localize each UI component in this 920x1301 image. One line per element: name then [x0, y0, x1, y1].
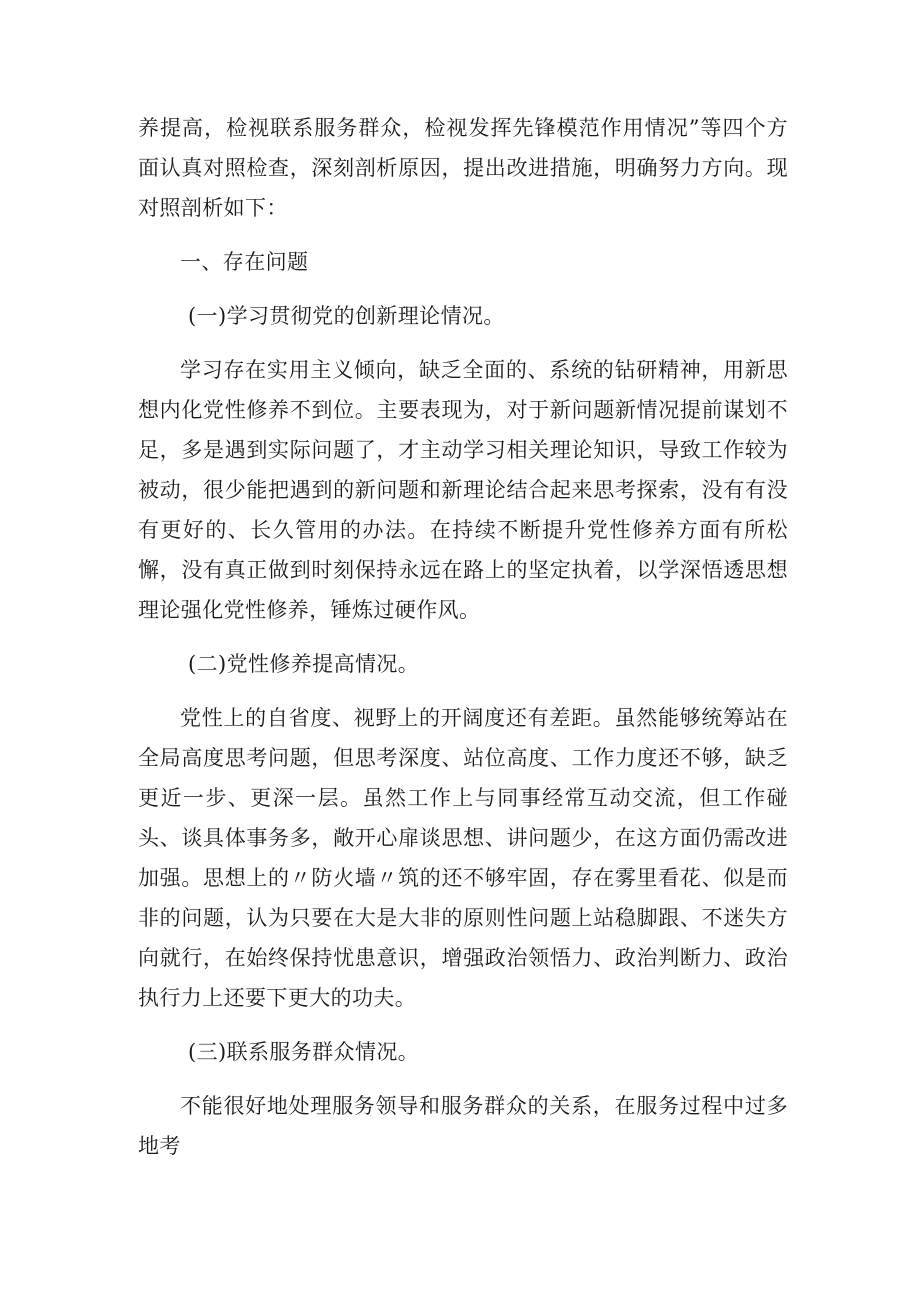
spacer [138, 684, 788, 698]
subsection-heading-serving-masses: (三)联系服务群众情况。 [188, 1040, 420, 1064]
section-heading-existing-problems: 一、存在问题 [180, 250, 309, 274]
subsection-heading-theory-study: (一)学习贯彻党的创新理论情况。 [188, 304, 505, 328]
spacer [138, 282, 788, 296]
spacer [138, 630, 788, 644]
spacer [138, 1018, 788, 1032]
document-body [138, 108, 788, 1166]
spacer [138, 228, 788, 242]
subsection-body-serving-masses: 不能很好地处理服务领导和服务群众的关系，在服务过程中过多地考 [138, 1094, 788, 1158]
subsection-body-theory-study: 学习存在实用主义倾向，缺乏全面的、系统的钻研精神，用新思想内化党性修养不到位。主要表现为，对于新问题新情况提前谋划不足，多是遇到实际问题了，才主动学习相关理论知识，导致工作较为被动，很少能把遇到的新问题和新理论结合起来思考探索，没有有没有更好的、长久管用的办法。在持续不断提升党性修养方面有所松懈，没有真正做到时刻保持永远在路上的坚定执着，以学深悟透思想理论强化党性修养，锤炼过硬作风。 [138, 358, 788, 622]
subsection-body-party-spirit: 党性上的自省度、视野上的开阔度还有差距。虽然能够统筹站在全局高度思考问题，但思考深度、站位高度、工作力度还不够，缺乏更近一步、更深一层。虽然工作上与同事经常互动交流，但工作碰头、谈具体事务多，敞开心扉谈思想、讲问题少，在这方面仍需改进加强。思想上的〃防火墙〃筑的还不够牢固，存在雾里看花、似是而非的问题，认为只要在大是大非的原则性问题上站稳脚跟、不迷失方向就行，在始终保持忧患意识，增强政治领悟力、政治判断力、政治执行力上还要下更大的功夫。 [138, 706, 788, 1010]
subsection-heading-party-spirit: (二)党性修养提高情况。 [188, 652, 420, 676]
intro-paragraph: 养提高，检视联系服务群众，检视发挥先锋模范作用情况”等四个方面认真对照检查，深刻剖析原因，提出改进措施，明确努力方向。现对照剖析如下： [138, 116, 788, 220]
spacer [138, 336, 788, 350]
spacer [138, 1072, 788, 1086]
